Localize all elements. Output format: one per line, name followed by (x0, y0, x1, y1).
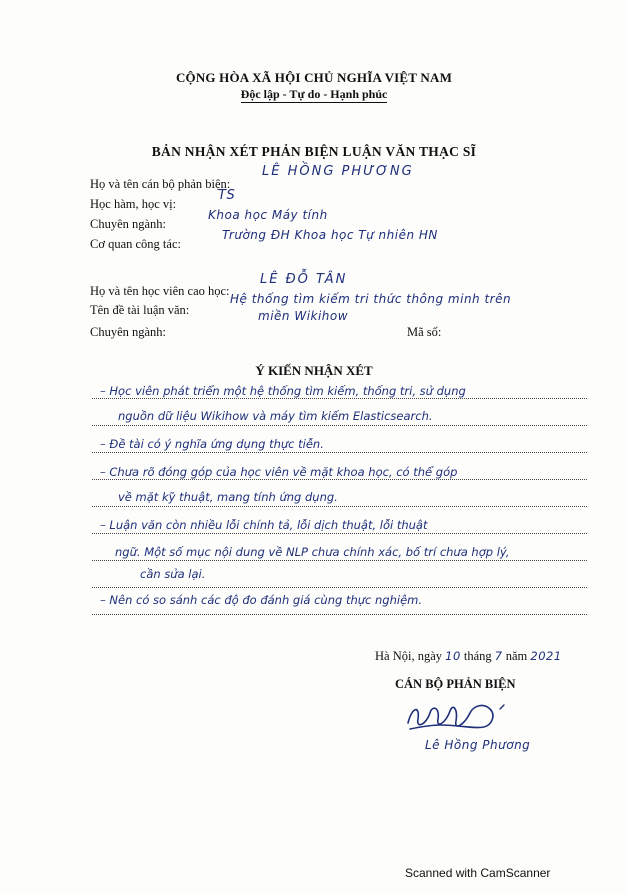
degree-value: TS (218, 188, 236, 203)
comment-line: về mặt kỹ thuật, mang tính ứng dụng. (118, 490, 338, 504)
org-value: Trường ĐH Khoa học Tự nhiên HN (222, 228, 438, 242)
comment-line: – Chưa rõ đóng góp của học viên về mặt khoa học, có thể góp (100, 465, 458, 479)
org-label: Cơ quan công tác: (90, 237, 181, 251)
reviewer-major-value: Khoa học Máy tính (208, 208, 328, 222)
country-header: CỘNG HÒA XÃ HỘI CHỦ NGHĨA VIỆT NAM (175, 70, 453, 85)
dotted-line (92, 560, 587, 561)
comment-line: – Nên có so sánh các độ đo đánh giá cùng thực nghiệm. (100, 593, 423, 607)
place-date (375, 649, 562, 664)
student-major-label: Chuyên ngành: (90, 325, 167, 339)
comment-line: – Đề tài có ý nghĩa ứng dụng thực tiễn. (100, 437, 324, 451)
thesis-label: Tên đề tài luận văn: (90, 303, 190, 317)
month-value: 7 (494, 649, 503, 663)
day-value: 10 (445, 649, 461, 663)
comment-line: nguồn dữ liệu Wikihow và máy tìm kiếm Elasticsearch. (118, 409, 433, 423)
reviewer-major-label: Chuyên ngành: (90, 217, 167, 231)
student-name-label: Họ và tên học viên cao học: (90, 284, 230, 298)
degree-label: Học hàm, học vị: (90, 197, 177, 211)
document-title: BẢN NHẬN XÉT PHẢN BIỆN LUẬN VĂN THẠC SĨ (151, 144, 477, 159)
place-date-prefix: Hà Nội, ngày (375, 649, 442, 663)
thesis-value-line2: miền Wikihow (258, 309, 349, 323)
thesis-value-line1: Hệ thống tìm kiếm tri thức thông minh trên (230, 292, 512, 306)
signer-name: Lê Hồng Phương (425, 738, 531, 752)
scanner-watermark: Scanned with CamScanner (405, 866, 551, 880)
motto (0, 87, 628, 102)
year-label: năm (505, 649, 528, 663)
reviewer-name-label: Họ và tên cán bộ phản biện: (90, 177, 231, 191)
year-value: 2021 (530, 649, 562, 663)
dotted-line (92, 479, 587, 480)
comments-heading: Ý KIẾN NHẬN XÉT (255, 363, 373, 378)
dotted-line (92, 425, 587, 426)
comment-line: ngữ. Một số mục nội dung về NLP chưa chính xác, bố trí chưa hợp lý, (115, 545, 510, 559)
dotted-line (92, 614, 587, 615)
dotted-line (92, 506, 587, 507)
comment-line: – Luận văn còn nhiều lỗi chính tả, lỗi dịch thuật, lỗi thuật (100, 518, 428, 532)
dotted-line (92, 587, 587, 588)
dotted-line (92, 533, 587, 534)
dotted-line (92, 398, 587, 399)
code-label: Mã số: (407, 325, 442, 339)
student-name-value: LÊ ĐỖ TÂN (260, 272, 348, 287)
comment-line: – Học viên phát triển một hệ thống tìm kiếm, thống tri, sử dụng (100, 384, 466, 398)
dotted-line (92, 452, 587, 453)
reviewer-name-value: LÊ HỒNG PHƯƠNG (262, 164, 414, 179)
signer-title: CÁN BỘ PHẢN BIỆN (395, 677, 516, 691)
month-label: tháng (463, 649, 492, 663)
comment-line: cần sửa lại. (140, 567, 206, 581)
signature-image (400, 695, 550, 740)
motto-text: Độc lập - Tự do - Hạnh phúc (240, 87, 388, 101)
